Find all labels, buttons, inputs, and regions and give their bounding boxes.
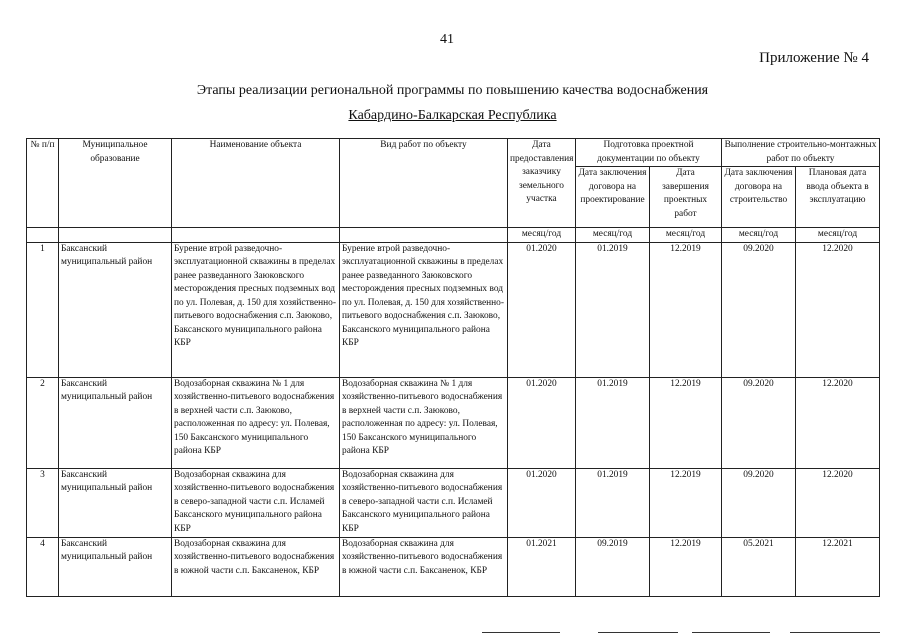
row-municipality: Баксанский муниципальный район xyxy=(59,242,172,377)
annex-label: Приложение № 4 xyxy=(759,50,869,66)
row-design-contract: 01.2019 xyxy=(576,377,650,468)
row-work-type: Водозаборная скважина для хозяйственно-питьевого водоснабжения в северо-западной части с.п. Исламей Баксанского муниципального района КБР xyxy=(340,468,508,537)
unit-row xyxy=(27,228,880,243)
unit-cell: месяц/год xyxy=(650,228,722,243)
footer-line xyxy=(482,632,560,633)
row-date-land: 01.2020 xyxy=(508,377,576,468)
table-row xyxy=(27,377,880,468)
row-construction-contract: 05.2021 xyxy=(722,537,796,596)
footer-line xyxy=(692,632,770,633)
header-design-group: Подготовка проектной документации по объекту xyxy=(576,139,722,167)
unit-cell-empty xyxy=(340,228,508,243)
document-subtitle: Кабардино-Балкарская Республика xyxy=(348,108,557,123)
header-construction-group: Выполнение строительно-монтажных работ по объекту xyxy=(722,139,880,167)
row-design-finish: 12.2019 xyxy=(650,537,722,596)
row-date-land: 01.2021 xyxy=(508,537,576,596)
unit-cell: месяц/год xyxy=(796,228,880,243)
row-object-name: Водозаборная скважина для хозяйственно-питьевого водоснабжения в южной части с.п. Баксаненок, КБР xyxy=(172,537,340,596)
row-construction-contract: 09.2020 xyxy=(722,242,796,377)
header-municipality: Муниципальное образование xyxy=(59,139,172,228)
page-number: 41 xyxy=(440,32,454,47)
table-row xyxy=(27,242,880,377)
unit-cell: месяц/год xyxy=(508,228,576,243)
unit-cell-empty xyxy=(59,228,172,243)
row-commissioning: 12.2020 xyxy=(796,242,880,377)
row-design-contract: 09.2019 xyxy=(576,537,650,596)
row-design-finish: 12.2019 xyxy=(650,468,722,537)
header-object-name: Наименование объекта xyxy=(172,139,340,228)
row-date-land: 01.2020 xyxy=(508,242,576,377)
stages-table xyxy=(26,138,880,597)
row-design-finish: 12.2019 xyxy=(650,242,722,377)
document-title: Этапы реализации региональной программы по повышению качества водоснабжения xyxy=(196,83,709,98)
row-object-name: Бурение втрой разведочно-эксплуатационной скважины в пределах ранее разведанного Заюковского месторождения пресных подземных вод по ул. Полевая, д. 150 для хозяйственно-питьевого водоснабжения с.п. Заюково, Баксанского муниципального района КБР xyxy=(172,242,340,377)
header-commissioning: Плановая дата ввода объекта в эксплуатацию xyxy=(796,167,880,228)
row-municipality: Баксанский муниципальный район xyxy=(59,377,172,468)
header-construction-contract: Дата заключения договора на строительство xyxy=(722,167,796,228)
header-date-land: Дата предоставления заказчику земельного участка xyxy=(508,139,576,228)
header-num: № п/п xyxy=(27,139,59,228)
row-date-land: 01.2020 xyxy=(508,468,576,537)
footer-line xyxy=(790,632,880,633)
row-design-contract: 01.2019 xyxy=(576,468,650,537)
header-design-contract: Дата заключения договора на проектирование xyxy=(576,167,650,228)
row-object-name: Водозаборная скважина № 1 для хозяйственно-питьевого водоснабжения в верхней части с.п. Заюково, расположенная по адресу: ул. Полевая, 150 Баксанского муниципального района КБР xyxy=(172,377,340,468)
row-object-name: Водозаборная скважина для хозяйственно-питьевого водоснабжения в северо-западной части с.п. Исламей Баксанского муниципального района КБР xyxy=(172,468,340,537)
row-num: 4 xyxy=(27,537,59,596)
unit-cell-empty xyxy=(172,228,340,243)
row-work-type: Водозаборная скважина № 1 для хозяйственно-питьевого водоснабжения в верхней части с.п. Заюково, расположенная по адресу: ул. Полевая, 150 Баксанского муниципального района КБР xyxy=(340,377,508,468)
unit-cell: месяц/год xyxy=(576,228,650,243)
row-work-type: Бурение втрой разведочно-эксплуатационной скважины в пределах ранее разведанного Заюковского месторождения пресных подземных вод по ул. Полевая, д. 150 для хозяйственно-питьевого водоснабжения с.п. Заюково, Баксанского муниципального района КБР xyxy=(340,242,508,377)
unit-cell-empty xyxy=(27,228,59,243)
header-work-type: Вид работ по объекту xyxy=(340,139,508,228)
row-construction-contract: 09.2020 xyxy=(722,377,796,468)
table-row xyxy=(27,468,880,537)
row-commissioning: 12.2021 xyxy=(796,537,880,596)
row-num: 3 xyxy=(27,468,59,537)
row-construction-contract: 09.2020 xyxy=(722,468,796,537)
unit-cell: месяц/год xyxy=(722,228,796,243)
row-commissioning: 12.2020 xyxy=(796,468,880,537)
row-num: 2 xyxy=(27,377,59,468)
row-municipality: Баксанский муниципальный район xyxy=(59,468,172,537)
header-design-finish: Дата завершения проектных работ xyxy=(650,167,722,228)
row-work-type: Водозаборная скважина для хозяйственно-питьевого водоснабжения в южной части с.п. Баксаненок, КБР xyxy=(340,537,508,596)
row-design-contract: 01.2019 xyxy=(576,242,650,377)
row-commissioning: 12.2020 xyxy=(796,377,880,468)
footer-line xyxy=(598,632,678,633)
row-municipality: Баксанский муниципальный район xyxy=(59,537,172,596)
row-design-finish: 12.2019 xyxy=(650,377,722,468)
row-num: 1 xyxy=(27,242,59,377)
table-row xyxy=(27,537,880,596)
